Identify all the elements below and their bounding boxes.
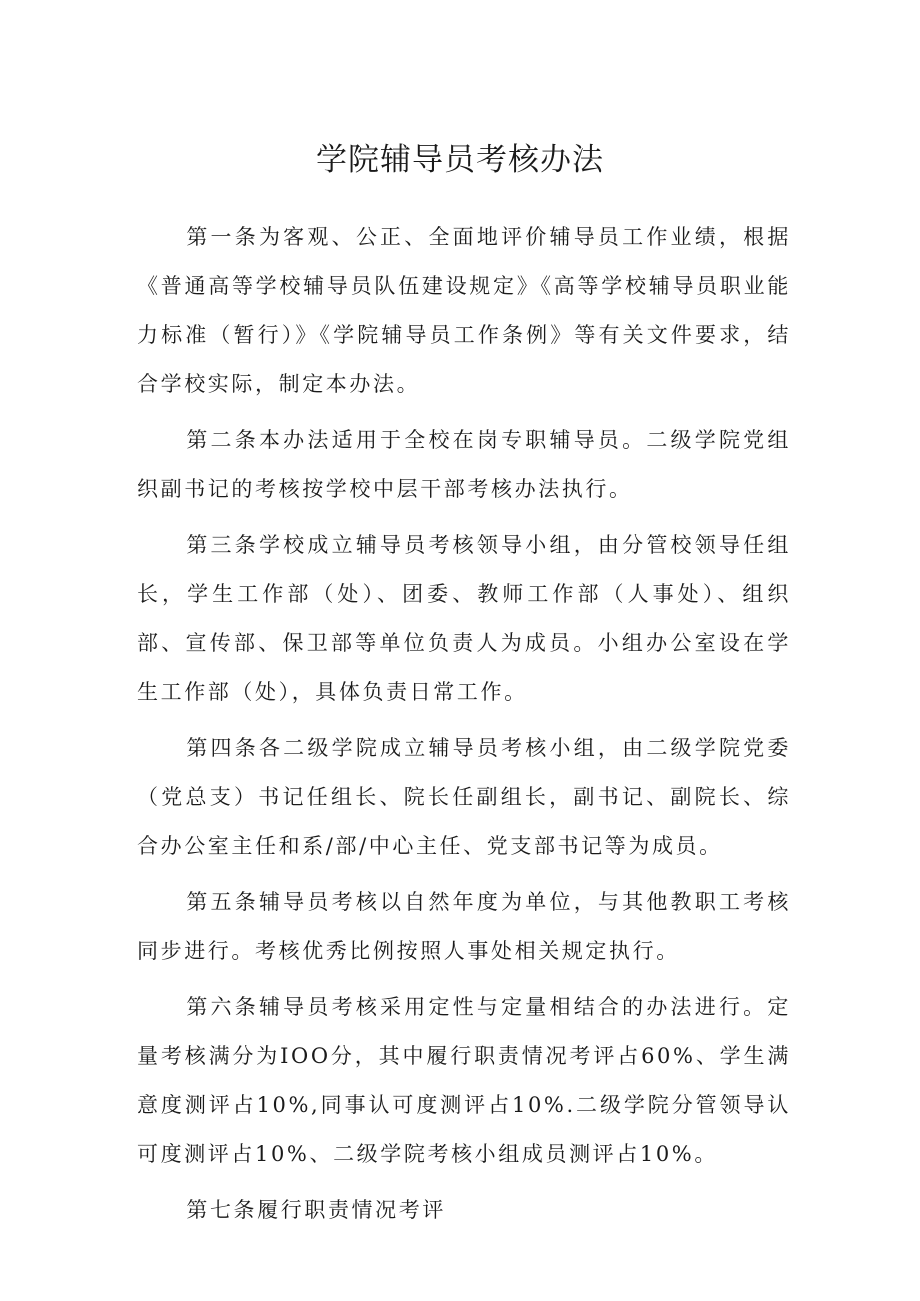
article-5: 第五条辅导员考核以自然年度为单位，与其他教职工考核同步进行。考核优秀比例按照人事处相关规定执行。 [137, 890, 791, 963]
article-4: 第四条各二级学院成立辅导员考核小组，由二级学院党委（党总支）书记任组长、院长任副组长，副书记、副院长、综合办公室主任和系/部/中心主任、党支部书记等为成员。 [137, 736, 791, 858]
document-body [137, 213, 791, 1242]
document-title: 学院辅导员考核办法 [316, 142, 604, 178]
article-1: 第一条为客观、公正、全面地评价辅导员工作业绩，根据《普通高等学校辅导员队伍建设规定》《高等学校辅导员职业能力标准（暂行）》《学院辅导员工作条例》等有关文件要求，结合学校实际，制定本办法。 [137, 225, 791, 396]
article-7-heading: 第七条履行职责情况考评 [186, 1198, 446, 1222]
article-2: 第二条本办法适用于全校在岗专职辅导员。二级学院党组织副书记的考核按学校中层干部考核办法执行。 [137, 428, 791, 501]
article-6: 第六条辅导员考核采用定性与定量相结合的办法进行。定量考核满分为IOO分，其中履行职责情况考评占60%、学生满意度测评占10%,同事认可度测评占10%.二级学院分管领导认可度测评占10%、二级学院考核小组成员测评占10%。 [137, 995, 791, 1166]
article-3: 第三条学校成立辅导员考核领导小组，由分管校领导任组长，学生工作部（处）、团委、教师工作部（人事处）、组织部、宣传部、保卫部等单位负责人为成员。小组办公室设在学生工作部（处），具体负责日常工作。 [137, 533, 791, 704]
